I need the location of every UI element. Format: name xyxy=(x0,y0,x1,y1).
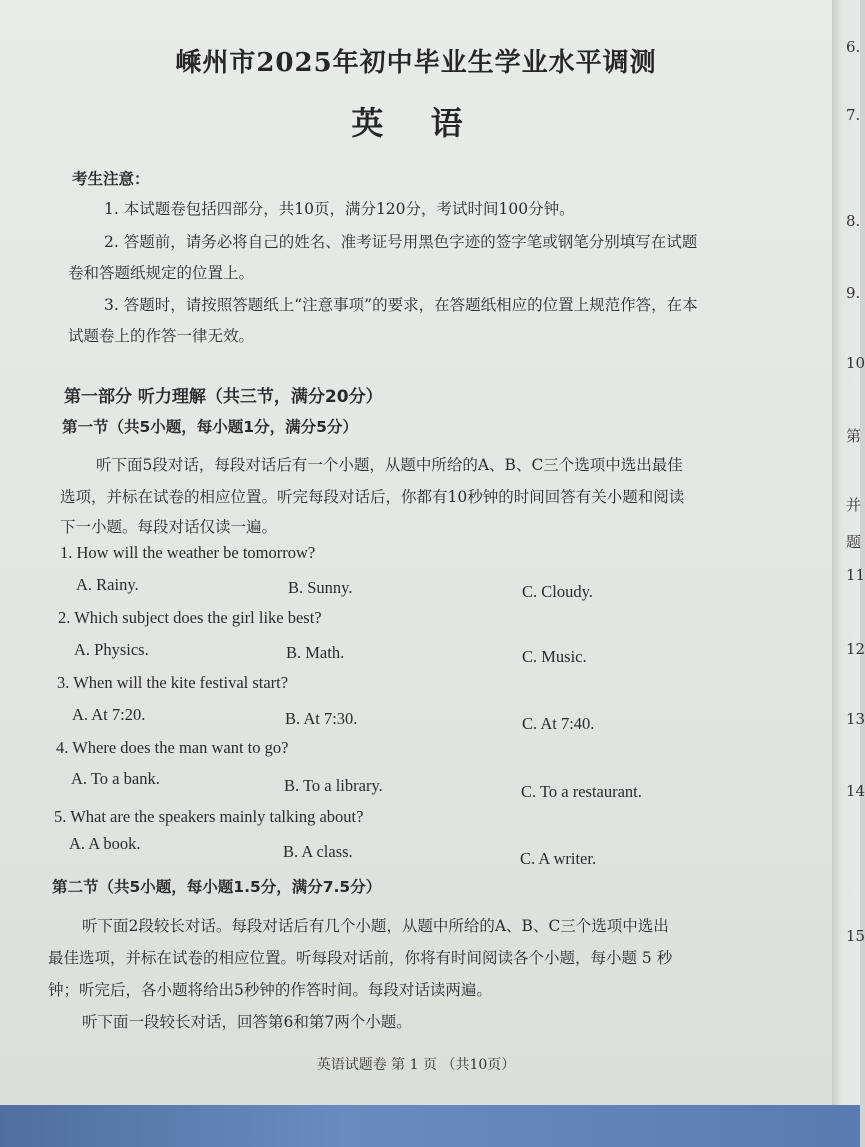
notice-heading: 考生注意： xyxy=(72,170,150,188)
question-5: 5. What are the speakers mainly talking about? xyxy=(54,807,364,826)
question-2: 2. Which subject does the girl like best? xyxy=(58,608,322,627)
section2-instruction-2: 最佳选项，并标在试卷的相应位置。听每段对话前，你将有时间阅读各个小题，每小题 5 秒 xyxy=(48,949,673,967)
q2-option-b: B. Math. xyxy=(286,643,345,662)
page-footer: 英语试题卷 第 1 页 （共10页） xyxy=(316,1057,516,1073)
background-surface xyxy=(0,1105,860,1147)
q1-option-a: A. Rainy. xyxy=(76,575,139,594)
q3-option-c: C. At 7:40. xyxy=(522,714,595,733)
edge-label: 14 xyxy=(846,782,865,800)
edge-label: 题 xyxy=(846,533,862,551)
notice-item-2-cont: 卷和答题纸规定的位置上。 xyxy=(68,264,255,282)
q2-option-c: C. Music. xyxy=(522,647,587,666)
section2-instruction-3: 钟；听完后，各小题将给出5秒钟的作答时间。每段对话读两遍。 xyxy=(48,981,492,999)
section1-heading: 第一节（共5小题，每小题1分，满分5分） xyxy=(62,418,358,436)
edge-label: 11 xyxy=(846,566,865,584)
edge-label: 7. xyxy=(846,106,861,124)
question-4: 4. Where does the man want to go? xyxy=(56,738,289,757)
q5-option-a: A. A book. xyxy=(69,834,141,853)
section2-instruction-1: 听下面2段较长对话。每段对话后有几个小题，从题中所给的A、B、C三个选项中选出 xyxy=(82,917,669,935)
q1-option-b: B. Sunny. xyxy=(288,578,353,597)
edge-label: 第 xyxy=(846,427,862,445)
notice-item-3-cont: 试题卷上的作答一律无效。 xyxy=(68,327,255,345)
part1-heading: 第一部分 听力理解（共三节，满分20分） xyxy=(64,387,383,407)
question-1: 1. How will the weather be tomorrow? xyxy=(60,543,316,562)
notice-item-3: 3. 答题时，请按照答题纸上“注意事项”的要求，在答题纸相应的位置上规范作答，在本 xyxy=(104,296,698,314)
exam-title: 嵊州市2025年初中毕业生学业水平调测 xyxy=(175,48,657,78)
q3-option-b: B. At 7:30. xyxy=(285,709,358,728)
edge-label: 8. xyxy=(846,212,861,230)
section1-instruction-1: 听下面5段对话，每段对话后有一个小题，从题中所给的A、B、C三个选项中选出最佳 xyxy=(96,456,683,474)
edge-label: 6. xyxy=(846,38,861,56)
edge-label: 并 xyxy=(846,496,862,514)
edge-label: 12 xyxy=(846,640,865,658)
q4-option-b: B. To a library. xyxy=(284,776,383,795)
edge-label: 9. xyxy=(846,284,861,302)
q4-option-a: A. To a bank. xyxy=(71,769,160,788)
q5-option-c: C. A writer. xyxy=(520,849,597,868)
edge-label: 13 xyxy=(846,710,865,728)
section2-instruction-4: 听下面一段较长对话，回答第6和第7两个小题。 xyxy=(82,1013,412,1031)
edge-label: 10 xyxy=(846,354,865,372)
notice-item-1: 1. 本试题卷包括四部分，共10页，满分120分，考试时间100分钟。 xyxy=(104,200,575,218)
notice-item-2: 2. 答题前，请务必将自己的姓名、准考证号用黑色字迹的签字笔或钢笔分别填写在试题 xyxy=(104,233,698,251)
q3-option-a: A. At 7:20. xyxy=(72,705,146,724)
q5-option-b: B. A class. xyxy=(283,842,353,861)
q2-option-a: A. Physics. xyxy=(74,640,149,659)
q1-option-c: C. Cloudy. xyxy=(522,582,593,601)
section1-instruction-3: 下一小题。每段对话仅读一遍。 xyxy=(60,518,278,536)
section1-instruction-2: 选项，并标在试卷的相应位置。听完每段对话后，你都有10秒钟的时间回答有关小题和阅读 xyxy=(60,488,685,506)
section2-heading: 第二节（共5小题，每小题1.5分，满分7.5分） xyxy=(52,878,382,896)
subject-title: 英 语 xyxy=(351,104,481,142)
question-3: 3. When will the kite festival start? xyxy=(57,673,289,692)
edge-label: 15 xyxy=(846,927,865,945)
q4-option-c: C. To a restaurant. xyxy=(521,782,642,801)
